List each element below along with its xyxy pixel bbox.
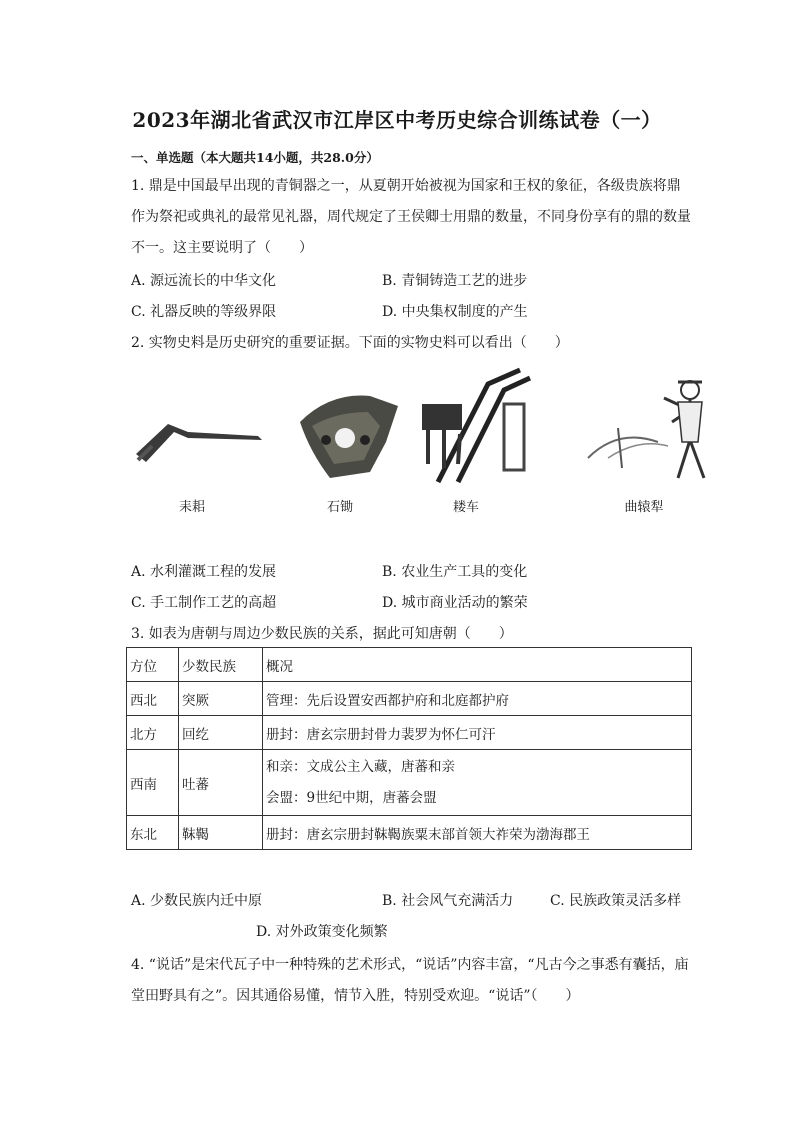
q3-option-a[interactable]: A. 少数民族内迁中原: [131, 893, 263, 909]
table-row: [127, 716, 692, 750]
table-cell-position: 西南: [127, 750, 179, 816]
curved-plow-image: [578, 368, 728, 492]
table-cell-position: 西北: [127, 682, 179, 716]
table-header-cell: 少数民族: [179, 648, 263, 682]
q3-option-c[interactable]: C. 民族政策灵活多样: [550, 893, 682, 909]
table-row: [127, 750, 692, 816]
description-line: 会盟：9世纪中期，唐蕃会盟: [266, 789, 437, 806]
q2-option-b[interactable]: B. 农业生产工具的变化: [382, 564, 528, 580]
table-header-cell: 概况: [263, 648, 692, 682]
leisi-plow-image: [128, 402, 268, 482]
table-cell-description: 管理：先后设置安西都护府和北庭都护府: [263, 682, 692, 716]
q1-option-b[interactable]: B. 青铜铸造工艺的进步: [382, 273, 528, 289]
q3-option-d[interactable]: D. 对外政策变化频繁: [256, 924, 388, 940]
q1-option-c[interactable]: C. 礼器反映的等级界限: [131, 304, 277, 320]
question-4-text: 4. “说话”是宋代瓦子中一种特殊的艺术形式，“说话”内容丰富，“凡古今之事悉有囊括，庙堂田野具有之”。因其通俗易懂，情节入胜，特别受欢迎。“说话”（ ）: [131, 957, 689, 1004]
figure-caption-3: 耧车: [452, 500, 479, 515]
table-cell-description: 册封：唐玄宗册封骨力裴罗为怀仁可汗: [263, 716, 692, 750]
q2-option-c[interactable]: C. 手工制作工艺的高超: [131, 595, 277, 611]
seed-drill-image: [408, 364, 538, 492]
q2-option-d[interactable]: D. 城市商业活动的繁荣: [382, 595, 528, 611]
q1-option-a[interactable]: A. 源远流长的中华文化: [131, 273, 277, 289]
stone-hoe-image: [290, 382, 410, 492]
page-title: 2023年湖北省武汉市江岸区中考历史综合训练试卷（一）: [132, 108, 662, 132]
table-header-row: [127, 648, 692, 682]
table-row: [127, 816, 692, 850]
table-row: [127, 682, 692, 716]
table-cell-people: 吐蕃: [179, 750, 263, 816]
q1-option-d[interactable]: D. 中央集权制度的产生: [382, 304, 528, 320]
section-heading: 一、单选题（本大题共14小题，共28.0分）: [131, 150, 379, 165]
description-line: 和亲：文成公主入藏，唐蕃和亲: [266, 758, 455, 775]
figure-caption-4: 曲辕犁: [624, 500, 664, 515]
question-1-text: 1. 鼎是中国最早出现的青铜器之一，从夏朝开始被视为国家和王权的象征，各级贵族将鼎作为祭祀或典礼的最常见礼器，周代规定了王侯卿士用鼎的数量，不同身份享有的鼎的数量不一。这主要说明了（ ）: [131, 178, 691, 256]
question-3-text: 3. 如表为唐朝与周边少数民族的关系，据此可知唐朝（ ）: [131, 626, 513, 642]
tang-relations-table: [126, 647, 692, 850]
figure-caption-1: 耒耜: [178, 500, 205, 515]
q3-option-b[interactable]: B. 社会风气充满活力: [382, 893, 514, 909]
figure-caption-2: 石锄: [326, 500, 353, 515]
table-cell-people: 突厥: [179, 682, 263, 716]
table-cell-people: 回纥: [179, 716, 263, 750]
q2-option-a[interactable]: A. 水利灌溉工程的发展: [131, 564, 277, 580]
table-cell-people: 靺鞨: [179, 816, 263, 850]
table-cell-position: 北方: [127, 716, 179, 750]
artifact-figures: [128, 362, 728, 522]
table-header-cell: 方位: [127, 648, 179, 682]
table-cell-description: [263, 750, 692, 816]
table-cell-position: 东北: [127, 816, 179, 850]
table-cell-description: 册封：唐玄宗册封靺鞨族粟末部首领大祚荣为渤海郡王: [263, 816, 692, 850]
question-2-text: 2. 实物史料是历史研究的重要证据。下面的实物史料可以看出（ ）: [131, 335, 569, 351]
